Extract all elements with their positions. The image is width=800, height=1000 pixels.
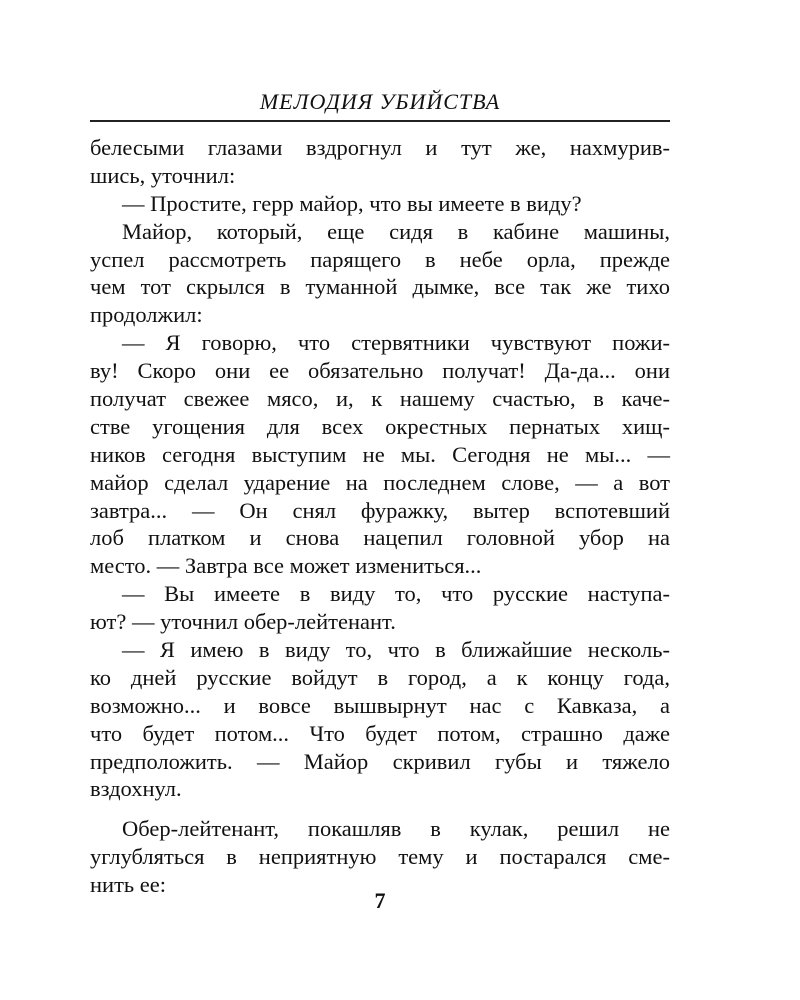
text-line: успел рассмотреть парящего в небе орла, прежде: [90, 246, 670, 272]
text-line: майор сделал ударение на последнем слове, — а вот: [90, 469, 670, 495]
text-line: получат свежее мясо, и, к нашему счастью, в каче-: [90, 386, 670, 412]
text-line: продолжил:: [90, 302, 203, 328]
text-line: — Я имею в виду то, что в ближайшие несколь-: [122, 637, 670, 663]
text-line: вздохнул.: [90, 776, 182, 802]
text-line: ют? — уточнил обер-лейтенант.: [90, 609, 396, 635]
text-line: — Я говорю, что стервятники чувствуют пожи-: [122, 330, 670, 356]
text-line: ву! Скоро они ее обязательно получат! Да-да... они: [90, 358, 670, 384]
text-line: завтра... — Он снял фуражку, вытер вспотевший: [90, 497, 670, 523]
text-line: нить ее:: [90, 872, 167, 898]
text-line: стве угощения для всех окрестных пернатых хищ-: [90, 413, 670, 439]
page-number: 7: [374, 888, 386, 913]
text-line: углубляться в неприятную тему и постарался сме-: [90, 844, 670, 870]
text-line: место. — Завтра все может измениться...: [90, 553, 482, 579]
text-line: — Вы имеете в виду то, что русские наступа-: [122, 581, 670, 607]
text-line: белесыми глазами вздрогнул и тут же, нахмурив-: [90, 135, 670, 160]
book-page: [90, 88, 670, 913]
text-line: — Простите, герр майор, что вы имеете в виду?: [122, 190, 582, 216]
header-rule: [90, 120, 670, 122]
body-text: [90, 134, 670, 899]
text-line: шись, уточнил:: [90, 162, 236, 188]
text-line: ников сегодня выступим не мы. Сегодня не мы... —: [90, 441, 670, 467]
text-line: чем тот скрылся в туманной дымке, все так же тихо: [90, 274, 670, 300]
text-line: лоб платком и снова нацепил головной убор на: [90, 525, 670, 551]
text-line: Майор, который, еще сидя в кабине машины,: [122, 218, 670, 244]
text-line: Обер-лейтенант, покашляв в кулак, решил не: [122, 816, 670, 842]
running-head-title: МЕЛОДИЯ УБИЙСТВА: [259, 89, 501, 114]
text-line: предположить. — Майор скривил губы и тяжело: [90, 748, 670, 774]
text-line: ко дней русские войдут в город, а к концу года,: [90, 664, 670, 690]
text-line: что будет потом... Что будет потом, страшно даже: [90, 720, 670, 746]
text-line: возможно... и вовсе вышвырнут нас с Кавказа, а: [90, 692, 670, 718]
